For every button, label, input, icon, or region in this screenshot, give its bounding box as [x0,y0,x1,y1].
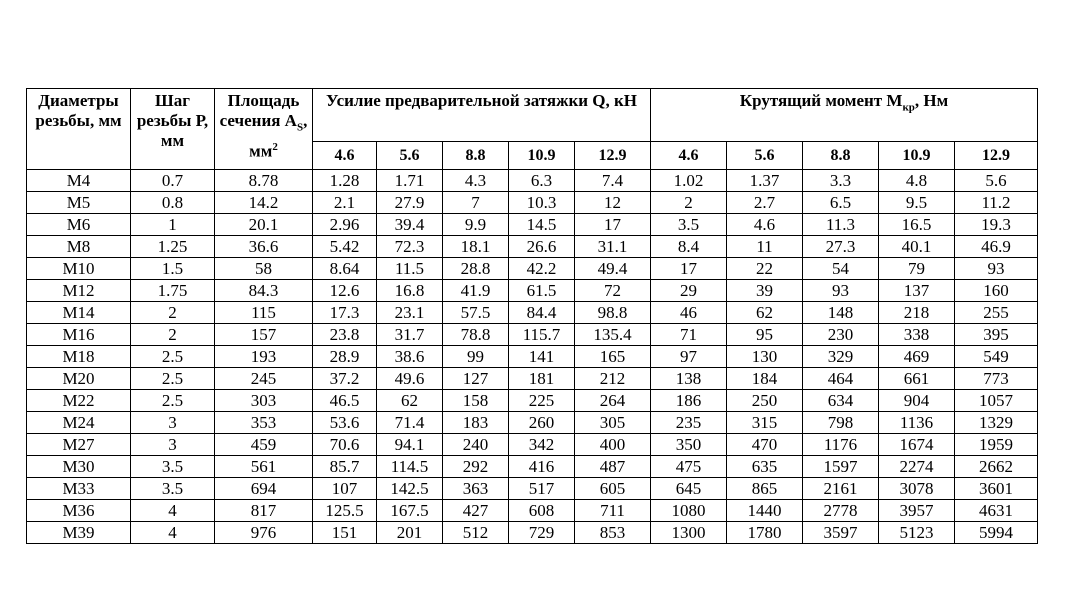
table-cell: 6.5 [803,192,879,214]
table-cell: 773 [955,368,1038,390]
header-pitch: Шаг резьбы Р, мм [131,89,215,170]
table-cell: 72 [575,280,651,302]
table-cell: 5123 [879,522,955,544]
table-cell: 62 [377,390,443,412]
table-cell: 634 [803,390,879,412]
table-cell: 62 [727,302,803,324]
table-cell: 1 [131,214,215,236]
table-cell: 1.75 [131,280,215,302]
table-row [27,390,1038,412]
table-row [27,236,1038,258]
table-cell: 1136 [879,412,955,434]
table-cell: 315 [727,412,803,434]
table-cell: 517 [509,478,575,500]
thread-size-cell: M16 [27,324,131,346]
table-cell: 98.8 [575,302,651,324]
force-class-5-6: 5.6 [377,142,443,170]
table-cell: 130 [727,346,803,368]
table-cell: 157 [215,324,313,346]
table-cell: 84.4 [509,302,575,324]
table-cell: 2.5 [131,368,215,390]
table-cell: 14.2 [215,192,313,214]
table-cell: 37.2 [313,368,377,390]
table-cell: 363 [443,478,509,500]
table-cell: 3597 [803,522,879,544]
table-cell: 798 [803,412,879,434]
table-cell: 31.7 [377,324,443,346]
table-cell: 72.3 [377,236,443,258]
torque-class-10-9: 10.9 [879,142,955,170]
table-cell: 186 [651,390,727,412]
table-cell: 26.6 [509,236,575,258]
table-cell: 127 [443,368,509,390]
table-cell: 1.37 [727,170,803,192]
table-cell: 260 [509,412,575,434]
table-cell: 2 [131,302,215,324]
table-row [27,170,1038,192]
table-cell: 41.9 [443,280,509,302]
table-cell: 4.8 [879,170,955,192]
table-cell: 4.3 [443,170,509,192]
table-cell: 427 [443,500,509,522]
table-cell: 645 [651,478,727,500]
thread-size-cell: M39 [27,522,131,544]
table-cell: 94.1 [377,434,443,456]
table-cell: 561 [215,456,313,478]
table-cell: 2.7 [727,192,803,214]
table-cell: 99 [443,346,509,368]
table-cell: 151 [313,522,377,544]
table-cell: 18.1 [443,236,509,258]
table-cell: 729 [509,522,575,544]
table-cell: 1.5 [131,258,215,280]
table-cell: 137 [879,280,955,302]
table-cell: 305 [575,412,651,434]
table-row [27,302,1038,324]
table-cell: 255 [955,302,1038,324]
table-cell: 2 [131,324,215,346]
table-cell: 27.9 [377,192,443,214]
table-cell: 1440 [727,500,803,522]
table-cell: 95 [727,324,803,346]
table-cell: 49.4 [575,258,651,280]
table-cell: 97 [651,346,727,368]
table-cell: 3957 [879,500,955,522]
force-class-12-9: 12.9 [575,142,651,170]
thread-size-cell: M22 [27,390,131,412]
table-cell: 125.5 [313,500,377,522]
table-cell: 14.5 [509,214,575,236]
table-cell: 2.5 [131,390,215,412]
table-cell: 865 [727,478,803,500]
table-cell: 19.3 [955,214,1038,236]
table-cell: 138 [651,368,727,390]
table-cell: 148 [803,302,879,324]
table-cell: 218 [879,302,955,324]
table-cell: 338 [879,324,955,346]
table-cell: 459 [215,434,313,456]
table-row [27,280,1038,302]
table-cell: 85.7 [313,456,377,478]
table-cell: 11.2 [955,192,1038,214]
table-cell: 3.3 [803,170,879,192]
table-cell: 78.8 [443,324,509,346]
table-cell: 70.6 [313,434,377,456]
thread-size-cell: M5 [27,192,131,214]
table-cell: 2662 [955,456,1038,478]
header-diameter: Диаметры резьбы, мм [27,89,131,170]
table-cell: 9.9 [443,214,509,236]
table-cell: 10.3 [509,192,575,214]
table-cell: 158 [443,390,509,412]
table-cell: 23.8 [313,324,377,346]
table-cell: 350 [651,434,727,456]
table-cell: 46.9 [955,236,1038,258]
table-cell: 9.5 [879,192,955,214]
table-cell: 46 [651,302,727,324]
table-cell: 17 [575,214,651,236]
table-cell: 395 [955,324,1038,346]
table-row [27,500,1038,522]
table-cell: 54 [803,258,879,280]
table-row [27,214,1038,236]
table-cell: 4.6 [727,214,803,236]
table-cell: 29 [651,280,727,302]
torque-class-12-9: 12.9 [955,142,1038,170]
table-cell: 38.6 [377,346,443,368]
table-cell: 46.5 [313,390,377,412]
torque-class-8-8: 8.8 [803,142,879,170]
thread-size-cell: M4 [27,170,131,192]
table-cell: 512 [443,522,509,544]
table-cell: 11.3 [803,214,879,236]
table-cell: 487 [575,456,651,478]
table-cell: 28.9 [313,346,377,368]
table-cell: 42.2 [509,258,575,280]
table-cell: 245 [215,368,313,390]
table-cell: 469 [879,346,955,368]
table-cell: 342 [509,434,575,456]
table-cell: 230 [803,324,879,346]
table-cell: 58 [215,258,313,280]
table-cell: 464 [803,368,879,390]
table-cell: 20.1 [215,214,313,236]
table-cell: 12 [575,192,651,214]
thread-size-cell: M24 [27,412,131,434]
table-cell: 235 [651,412,727,434]
table-cell: 1.02 [651,170,727,192]
table-cell: 1057 [955,390,1038,412]
table-row [27,522,1038,544]
table-cell: 3.5 [131,456,215,478]
table-cell: 11 [727,236,803,258]
table-cell: 115.7 [509,324,575,346]
table-cell: 114.5 [377,456,443,478]
table-cell: 16.8 [377,280,443,302]
table-cell: 817 [215,500,313,522]
bolt-torque-table [26,88,1038,544]
table-cell: 115 [215,302,313,324]
table-cell: 53.6 [313,412,377,434]
table-cell: 4 [131,500,215,522]
table-cell: 93 [955,258,1038,280]
table-cell: 167.5 [377,500,443,522]
table-cell: 31.1 [575,236,651,258]
table-cell: 1176 [803,434,879,456]
table-cell: 1080 [651,500,727,522]
table-cell: 4631 [955,500,1038,522]
table-cell: 853 [575,522,651,544]
table-cell: 71.4 [377,412,443,434]
table-cell: 16.5 [879,214,955,236]
table-cell: 2.1 [313,192,377,214]
table-cell: 57.5 [443,302,509,324]
table-cell: 8.78 [215,170,313,192]
table-cell: 79 [879,258,955,280]
table-cell: 976 [215,522,313,544]
table-cell: 61.5 [509,280,575,302]
table-cell: 0.7 [131,170,215,192]
table-cell: 5.42 [313,236,377,258]
header-torque: Крутящий момент $M_{кр}$, Нм [651,89,1038,142]
table-cell: 3.5 [651,214,727,236]
table-cell: 141 [509,346,575,368]
table-cell: 1300 [651,522,727,544]
table-cell: 2.96 [313,214,377,236]
table-row [27,346,1038,368]
thread-size-cell: M30 [27,456,131,478]
table-cell: 264 [575,390,651,412]
table-cell: 8.64 [313,258,377,280]
table-cell: 2161 [803,478,879,500]
table-cell: 183 [443,412,509,434]
table-cell: 329 [803,346,879,368]
table-cell: 0.8 [131,192,215,214]
table-row [27,478,1038,500]
table-cell: 212 [575,368,651,390]
table-row [27,412,1038,434]
table-cell: 3.5 [131,478,215,500]
thread-size-cell: M36 [27,500,131,522]
table-cell: 605 [575,478,651,500]
torque-class-5-6: 5.6 [727,142,803,170]
table-row [27,368,1038,390]
table-cell: 17.3 [313,302,377,324]
table-cell: 3 [131,434,215,456]
table-cell: 1674 [879,434,955,456]
table-cell: 11.5 [377,258,443,280]
table-cell: 84.3 [215,280,313,302]
torque-class-4-6: 4.6 [651,142,727,170]
table-cell: 160 [955,280,1038,302]
table-cell: 3 [131,412,215,434]
table-cell: 4 [131,522,215,544]
table-cell: 201 [377,522,443,544]
table-cell: 49.6 [377,368,443,390]
table-cell: 1.28 [313,170,377,192]
table-cell: 353 [215,412,313,434]
table-body [27,170,1038,544]
header-area: Площадь сечения $A_S$, $мм^2$ [215,89,313,170]
table-cell: 27.3 [803,236,879,258]
table-cell: 23.1 [377,302,443,324]
table-cell: 40.1 [879,236,955,258]
table-cell: 28.8 [443,258,509,280]
table-cell: 3601 [955,478,1038,500]
table-cell: 93 [803,280,879,302]
table-cell: 1329 [955,412,1038,434]
table-cell: 661 [879,368,955,390]
thread-size-cell: M33 [27,478,131,500]
table-cell: 2 [651,192,727,214]
thread-size-cell: M10 [27,258,131,280]
table-cell: 2778 [803,500,879,522]
table-cell: 135.4 [575,324,651,346]
table-row [27,258,1038,280]
table-cell: 470 [727,434,803,456]
table-cell: 107 [313,478,377,500]
table-cell: 1597 [803,456,879,478]
force-class-4-6: 4.6 [313,142,377,170]
table-cell: 5.6 [955,170,1038,192]
table-row [27,434,1038,456]
table-cell: 1780 [727,522,803,544]
thread-size-cell: M18 [27,346,131,368]
table-cell: 2.5 [131,346,215,368]
table-cell: 17 [651,258,727,280]
table-cell: 3078 [879,478,955,500]
table-cell: 1.25 [131,236,215,258]
table-cell: 39 [727,280,803,302]
thread-size-cell: M12 [27,280,131,302]
table-cell: 250 [727,390,803,412]
thread-size-cell: M6 [27,214,131,236]
table-cell: 5994 [955,522,1038,544]
header-preload-force: Усилие предварительной затяжки Q, кН [313,89,651,142]
table-cell: 193 [215,346,313,368]
table-cell: 1.71 [377,170,443,192]
table-cell: 181 [509,368,575,390]
table-cell: 2274 [879,456,955,478]
thread-size-cell: M27 [27,434,131,456]
table-cell: 71 [651,324,727,346]
table-cell: 240 [443,434,509,456]
table-cell: 36.6 [215,236,313,258]
table-cell: 303 [215,390,313,412]
table-cell: 39.4 [377,214,443,236]
thread-size-cell: M20 [27,368,131,390]
table-cell: 608 [509,500,575,522]
thread-size-cell: M14 [27,302,131,324]
table-cell: 416 [509,456,575,478]
table-cell: 22 [727,258,803,280]
table-cell: 1959 [955,434,1038,456]
table-cell: 142.5 [377,478,443,500]
table-cell: 225 [509,390,575,412]
table-cell: 475 [651,456,727,478]
table-cell: 8.4 [651,236,727,258]
force-class-10-9: 10.9 [509,142,575,170]
table-cell: 7 [443,192,509,214]
thread-size-cell: M8 [27,236,131,258]
table-cell: 165 [575,346,651,368]
table-row [27,192,1038,214]
table-cell: 904 [879,390,955,412]
table-row [27,324,1038,346]
table-cell: 7.4 [575,170,651,192]
table-cell: 549 [955,346,1038,368]
table-cell: 694 [215,478,313,500]
table-cell: 400 [575,434,651,456]
table-cell: 292 [443,456,509,478]
force-class-8-8: 8.8 [443,142,509,170]
table-cell: 635 [727,456,803,478]
table-row [27,456,1038,478]
table-cell: 184 [727,368,803,390]
table-cell: 6.3 [509,170,575,192]
table-cell: 711 [575,500,651,522]
table-cell: 12.6 [313,280,377,302]
